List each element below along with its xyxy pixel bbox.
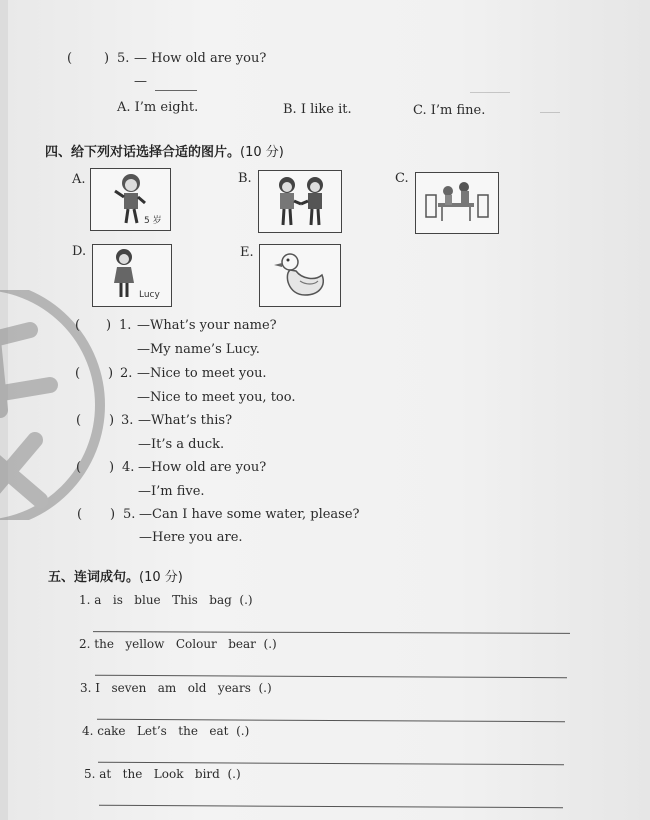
picture-a-label: 5 岁 [144,216,162,226]
question-number: 5. [117,51,130,66]
sentence-item-5: 5. at the Look bird (.) [84,767,241,781]
picture-b [258,170,342,233]
picture-letter-b: B. [238,171,252,186]
option-b[interactable]: B. I like it. [283,102,352,117]
picture-letter-e: E. [240,245,254,260]
item-1-question: —What’s your name? [137,318,277,333]
answer-dash: — [134,74,147,89]
item-4-paren-open: ( [76,460,82,475]
item-2-question: —Nice to meet you. [137,366,267,381]
item-2-paren-close: ) [108,366,114,381]
item-2-answer: —Nice to meet you, too. [137,390,296,405]
pencil-mark [540,112,560,113]
item-1-paren-close: ) [106,318,112,333]
item-5-question: —Can I have some water, please? [139,507,360,522]
item-3-answer: —It’s a duck. [138,437,225,452]
item-2-number: 2. [120,366,133,381]
sentence-item-2: 2. the yellow Colour bear (.) [79,637,277,651]
duck-icon [260,245,340,306]
picture-e [259,244,341,307]
picture-letter-c: C. [395,171,409,186]
item-5-paren-close: ) [110,507,116,522]
picture-letter-a: A. [72,172,86,187]
item-3-paren-close: ) [109,413,115,428]
picture-d-label: Lucy [139,290,160,300]
answer-blank-line[interactable] [155,90,197,91]
item-4-question: —How old are you? [138,460,267,475]
section-4-heading [45,141,284,160]
stamp-watermark-icon [0,290,110,520]
option-a[interactable]: A. I’m eight. [117,100,199,115]
picture-c [415,172,499,234]
item-5-answer: —Here you are. [139,530,243,545]
section-5-title: 五、连词成句。 [48,570,140,585]
sentence-item-3: 3. I seven am old years (.) [80,681,272,695]
section-5-points: (10 分) [139,570,183,585]
item-1-paren-open: ( [75,318,81,333]
item-2-paren-open: ( [75,366,81,381]
family-at-table-icon [416,173,498,233]
pencil-mark [470,92,510,93]
item-5-paren-open: ( [77,507,83,522]
sentence-item-4: 4. cake Let’s the eat (.) [82,724,250,738]
answer-paren-close: ) [104,51,110,66]
item-3-paren-open: ( [76,413,82,428]
item-3-question: —What’s this? [138,413,233,428]
item-3-number: 3. [121,413,134,428]
section-5-heading [48,566,183,585]
item-4-paren-close: ) [109,460,115,475]
option-c[interactable]: C. I’m fine. [413,103,486,118]
picture-d [92,244,172,307]
item-4-number: 4. [122,460,135,475]
item-5-number: 5. [123,507,136,522]
picture-a [90,168,171,231]
section-4-points: (10 分) [240,145,284,160]
item-1-answer: —My name’s Lucy. [137,342,260,357]
question-text: — How old are you? [134,51,267,66]
section-4-title: 四、给下列对话选择合适的图片。 [45,145,241,160]
item-4-answer: —I’m five. [138,484,205,499]
answer-paren-open: ( [67,51,73,66]
two-boys-shaking-hands-icon [259,171,341,232]
picture-letter-d: D. [72,244,87,259]
sentence-item-1: 1. a is blue This bag (.) [79,593,253,607]
item-1-number: 1. [119,318,132,333]
